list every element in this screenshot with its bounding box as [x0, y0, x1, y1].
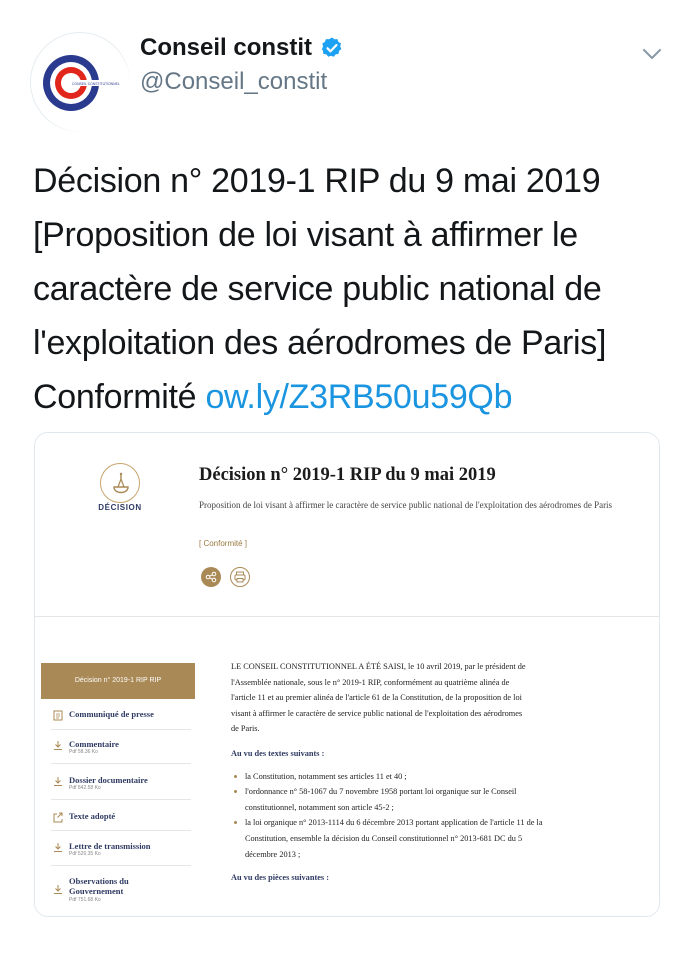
- share-button[interactable]: [201, 567, 221, 587]
- list-item: [231, 784, 611, 815]
- tweet-line: [33, 370, 673, 424]
- file-size: Pdf 526.35 Ko: [69, 851, 101, 857]
- document-body: [231, 659, 611, 886]
- list-item: [231, 769, 611, 785]
- verified-badge-icon: [320, 36, 344, 60]
- scales-icon: [101, 464, 141, 504]
- body-line: la Constitution, notamment ses articles 11 et 40 ;: [245, 771, 407, 781]
- card-header: [35, 433, 660, 617]
- list-item: [231, 815, 611, 862]
- decision-badge-icon: [100, 463, 140, 503]
- sidebar-divider: [51, 729, 191, 730]
- sidebar-item-decision[interactable]: Décision n° 2019-1 RIP RIP: [41, 663, 195, 699]
- sidebar-item-label: Observations du Gouvernement: [69, 876, 129, 896]
- print-button[interactable]: [230, 567, 250, 587]
- section-heading: Au vu des textes suivants :: [231, 748, 325, 758]
- document-title: Décision n° 2019-1 RIP du 9 mai 2019: [199, 465, 496, 485]
- tweet-line-prefix: Conformité: [33, 378, 206, 416]
- section-heading: Au vu des pièces suivantes :: [231, 873, 329, 883]
- body-line: LE CONSEIL CONSTITUTIONNEL A ÉTÉ SAISI, le 10 avril 2019, par le président de: [231, 662, 526, 671]
- tweet-line: [Proposition de loi visant à affirmer le: [33, 216, 578, 254]
- body-line: Constitution, ensemble la décision du Conseil constitutionnel n° 2013-681 DC du 5: [245, 833, 523, 843]
- author-avatar[interactable]: [30, 32, 130, 132]
- sidebar-divider: [51, 763, 191, 764]
- body-line: la loi organique n° 2013-1114 du 6 décembre 2013 portant application de l'article 11 de la: [245, 818, 543, 828]
- sidebar-divider: [51, 830, 191, 831]
- sidebar-item-label: Commentaire: [69, 739, 119, 749]
- download-icon: [53, 842, 63, 853]
- svg-text:CONSEIL CONSTITUTIONNEL: CONSEIL CONSTITUTIONNEL: [72, 82, 120, 86]
- file-size: Pdf 751.68 Ko: [69, 897, 101, 903]
- body-line: décembre 2013 ;: [245, 849, 301, 859]
- tweet-line: Décision n° 2019-1 RIP du 9 mai 2019: [33, 162, 601, 200]
- document-icon: [53, 710, 63, 721]
- download-icon: [53, 884, 63, 895]
- tweet-line: l'exploitation des aérodromes de Paris]: [33, 324, 607, 362]
- sidebar-item-label: Lettre de transmission: [69, 841, 151, 851]
- document-sidebar: [41, 663, 195, 913]
- print-icon: [231, 568, 249, 586]
- external-link-icon: [53, 812, 63, 823]
- tweet-text: [33, 154, 673, 424]
- sidebar-divider: [51, 865, 191, 866]
- body-line: l'Assemblée nationale, sous le n° 2019-1 RIP, conformément au quatrième alinéa de: [231, 677, 510, 687]
- body-line: visant à affirmer le caractère de service public national de l'exploitation des aérodromes: [231, 708, 523, 718]
- author-name-text[interactable]: Conseil constit: [140, 34, 313, 61]
- body-line: l'ordonnance n° 58-1067 du 7 novembre 1958 portant loi organique sur le Conseil: [245, 787, 517, 797]
- sidebar-divider: [51, 799, 191, 800]
- body-line: l'article 11 et au premier alinéa de l'article 61 de la Constitution, de la proposition de loi: [231, 693, 522, 703]
- tweet-line: caractère de service public national de: [33, 270, 602, 308]
- body-line: de Paris.: [231, 724, 260, 734]
- intro-paragraph: [231, 659, 611, 737]
- file-size: Pdf 842.58 Ko: [69, 785, 101, 791]
- sidebar-item-label: Communiqué de presse: [69, 709, 154, 719]
- chevron-down-icon[interactable]: [638, 40, 666, 68]
- decision-label: DÉCISION: [98, 503, 142, 512]
- conseil-logo-icon: [31, 33, 131, 133]
- document-subtitle: Proposition de loi visant à affirmer le caractère de service public national de l'exploitation des aérodromes de Paris: [199, 500, 613, 510]
- download-icon: [53, 776, 63, 787]
- author-name[interactable]: [140, 34, 344, 62]
- link-preview-card[interactable]: [34, 432, 660, 917]
- document-status: [ Conformité ]: [199, 539, 248, 548]
- file-size: Pdf 58.36 Ko: [69, 749, 98, 755]
- tweet-link[interactable]: ow.ly/Z3RB50u59Qb: [205, 378, 513, 416]
- sidebar-item-label: Texte adopté: [69, 811, 116, 821]
- author-handle[interactable]: @Conseil_constit: [140, 68, 328, 95]
- share-icon: [201, 567, 221, 587]
- download-icon: [53, 740, 63, 751]
- body-line: constitutionnel, notamment son article 45-2 ;: [245, 802, 394, 812]
- sidebar-item-label: Dossier documentaire: [69, 775, 148, 785]
- legal-texts-list: [231, 769, 611, 863]
